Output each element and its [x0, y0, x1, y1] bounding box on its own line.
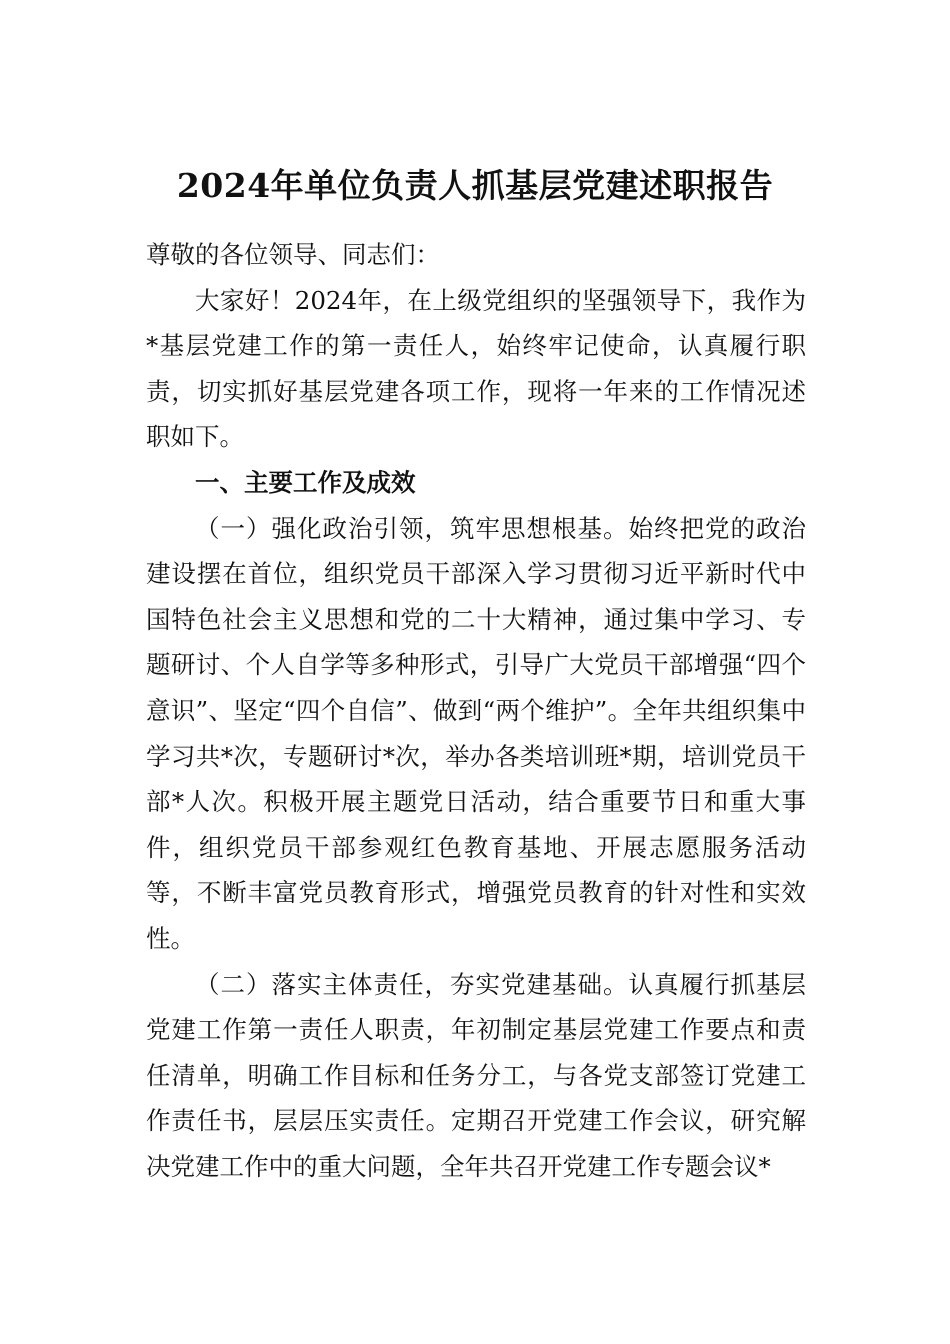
salutation: 尊敬的各位领导、同志们： [146, 240, 440, 269]
paragraph-1 [146, 506, 806, 962]
paragraph-1-body: 始终把党的政治建设摆在首位，组织党员干部深入学习贯彻习近平新时代中国特色社会主义思想和党的二十大精神，通过集中学习、专题研讨、个人自学等多种形式，引导广大党员干部增强“四个意识”、坚定“四个自信”、做到“两个维护”。全年共组织集中学习共*次，专题研讨*次，举办各类培训班*期，培训党员干部*人次。积极开展主题党日活动，结合重要节日和重大事件，组织党员干部参观红色教育基地、开展志愿服务活动等，不断丰富党员教育形式，增强党员教育的针对性和实效性。 [146, 513, 806, 953]
paragraph-2-lead: （二）落实主体责任，夯实党建基础。 [195, 969, 629, 999]
document-body [146, 232, 806, 1189]
paragraph-2 [146, 962, 806, 1190]
document-title: 2024年单位负责人抓基层党建述职报告 [176, 166, 774, 205]
section-heading: 一、主要工作及成效 [195, 467, 416, 497]
intro-paragraph: 大家好！2024年，在上级党组织的坚强领导下，我作为*基层党建工作的第一责任人，始终牢记使命，认真履行职责，切实抓好基层党建各项工作，现将一年来的工作情况述职如下。 [146, 285, 806, 452]
paragraph-2-body: 认真履行抓基层党建工作第一责任人职责，年初制定基层党建工作要点和责任清单，明确工作目标和任务分工，与各党支部签订党建工作责任书，层层压实责任。定期召开党建工作会议，研究解决党建工作中的重大问题，全年共召开党建工作专题会议* [146, 969, 806, 1181]
paragraph-1-lead: （一）强化政治引领，筑牢思想根基。 [195, 513, 629, 543]
